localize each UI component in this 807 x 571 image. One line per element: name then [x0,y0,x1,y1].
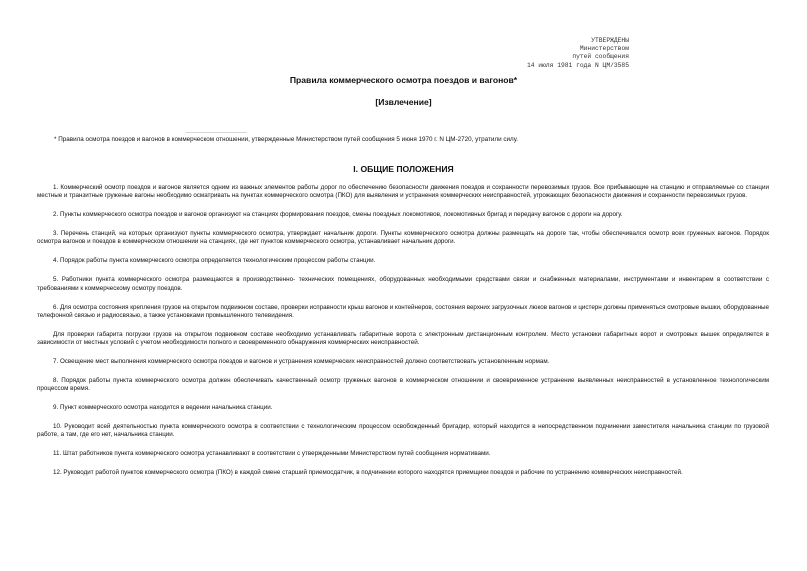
paragraph-8: 8. Порядок работы пункта коммерческого осмотра должен обеспечивать качественный осмотр груженых вагонов в коммерческом отношении и своевременное устранение выявленных неисправностей в установленное технологическим процессом время. [37,377,769,393]
footnote: * Правила осмотра поездов и вагонов в коммерческом отношении, утвержденные Министерством путей сообщения 5 июня 1970 г. N ЦМ-2720, утратили силу. [54,136,518,143]
approval-stamp [527,37,629,70]
paragraph-12: 12. Руководит работой пунктов коммерческого осмотра (ПКО) в каждой смене старший приемосдатчик, в подчинении которого находятся приемщики поездов и рабочие по устранению коммерческих неисправностей. [53,469,683,477]
approval-line: путей сообщения [572,53,629,61]
document-subtitle: [Извлечение] [375,97,432,107]
paragraph-6: 6. Для осмотра состояния крепления грузов на открытом подвижном составе, проверки исправности крыш вагонов и контейнеров, состояния верхних загрузочных люков вагонов и цистерн должны применяться смотровые вышки, оборудованные телефонной связью и радиосвязью, а также установками промышленного телевидения. [37,303,769,319]
paragraph-6-continued: Для проверки габарита погрузки грузов на открытом подвижном составе необходимо устанавливать габаритные ворота с электронным дистанционным контролем. Место установки габаритных ворот и смотровых вышек определяется в зависимости от местных условий с учетом необходимости полного и своевременного обнаружения коммерческих неисправностей. [37,330,769,347]
footnote-separator: ________________ [186,127,247,134]
approval-line: УТВЕРЖДЕНЫ [591,37,629,44]
paragraph-5: 5. Работники пункта коммерческого осмотра размещаются в производственно- технических помещениях, оборудованных необходимыми средствами связи и снабженных материалами, инструментами и инвентарем в соответствии с требованиями к коммерческому осмотру поездов. [37,276,769,292]
paragraph-10: 10. Руководит всей деятельностью пункта коммерческого осмотра в соответствии с технологическим процессом освобожденный бригадир, который находится в непосредственном подчинении заместителя начальника станции по грузовой работе, а там, где его нет, начальника станции. [37,423,769,439]
paragraph-3: 3. Перечень станций, на которых организуют пункты коммерческого осмотра, утверждает начальник дороги. Пункты коммерческого осмотра должны размещать на дороге так, чтобы обеспечивался осмотр всех груженых вагонов. Порядок осмотра вагонов и поездов в коммерческом отношении на станциях, где нет пунктов коммерческого осмотра, устанавливает начальник дороги. [37,230,769,246]
paragraph-4: 4. Порядок работы пункта коммерческого осмотра определяется технологическим процессом работы станции. [53,257,376,265]
approval-line: Министерством [579,45,629,53]
paragraph-11: 11. Штат работников пункта коммерческого осмотра устанавливают в соответствии с утвержденными Министерством путей сообщения нормативами. [53,450,491,458]
paragraph-1: 1. Коммерческий осмотр поездов и вагонов является одним из важных элементов работы дорог по обеспечению безопасности движения поездов и сохранности перевозимых грузов. Все прибывающие на станцию и отправляемые со станции местные и транзитные груженые вагоны необходимо осматривать на пунктах коммерческого осмотра (ПКО) для выявления и устранения коммерческих неисправностей, угрожающих безопасности движения и сохранности перевозимых грузов. [37,184,769,200]
document-body [37,184,769,488]
paragraph-9: 9. Пункт коммерческого осмотра находится в ведении начальника станции. [53,404,273,412]
section-title: I. ОБЩИЕ ПОЛОЖЕНИЯ [353,164,454,174]
approval-line: 14 июля 1981 года N ЦМ/3585 [526,61,629,69]
paragraph-7: 7. Освещение мест выполнения коммерческого осмотра поездов и вагонов и устранения коммерческих неисправностей должно соответствовать установленным нормам. [53,358,550,366]
paragraph-2: 2. Пункты коммерческого осмотра поездов и вагонов организуют на станциях формирования поездов, смены поездных локомотивов, локомотивных бригад и передачу вагонов с дороги на дорогу. [53,211,623,219]
document-title: Правила коммерческого осмотра поездов и вагонов* [289,75,518,85]
